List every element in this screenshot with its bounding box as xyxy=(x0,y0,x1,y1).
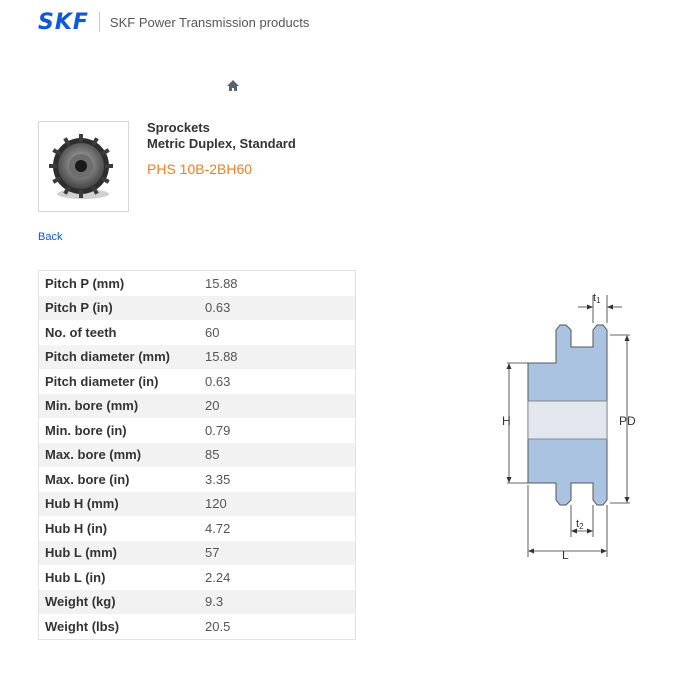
skf-logo[interactable]: SKF xyxy=(38,9,89,35)
spec-value: 85 xyxy=(199,443,356,468)
spec-value: 20 xyxy=(199,394,356,419)
spec-label: Pitch P (mm) xyxy=(45,275,125,291)
bore-band xyxy=(528,401,607,439)
spec-label: Hub H (mm) xyxy=(39,492,200,517)
header-title: SKF Power Transmission products xyxy=(109,14,310,30)
label-t2: t2 xyxy=(576,518,584,531)
spec-value: 0.63 xyxy=(199,296,356,321)
table-row xyxy=(39,394,356,419)
spec-label: Max. bore (in) xyxy=(45,471,130,487)
table-row xyxy=(39,614,356,639)
table-row xyxy=(39,296,356,321)
product-thumbnail xyxy=(38,121,129,212)
spec-label: Pitch diameter (mm) xyxy=(39,345,200,370)
table-row xyxy=(39,516,356,541)
back-link[interactable]: Back xyxy=(38,231,63,243)
spec-label: Pitch diameter (in) xyxy=(45,373,159,389)
spec-label: Hub L (mm) xyxy=(39,541,200,566)
spec-value: 9.3 xyxy=(199,590,356,615)
spec-label: Hub L (in) xyxy=(45,569,106,585)
spec-label: Weight (kg) xyxy=(39,590,200,615)
sprocket-dimension-diagram xyxy=(490,285,650,565)
table-row xyxy=(39,492,356,517)
spec-label: Weight (lbs) xyxy=(45,618,120,634)
product-heading xyxy=(147,120,296,177)
table-row xyxy=(39,590,356,615)
label-L: L xyxy=(562,548,569,562)
table-row xyxy=(39,418,356,443)
spec-value: 60 xyxy=(205,324,220,340)
spec-label: Max. bore (mm) xyxy=(39,443,200,468)
spec-value: 0.63 xyxy=(205,373,231,389)
table-row xyxy=(39,565,356,590)
product-subcategory: Metric Duplex, Standard xyxy=(147,136,296,151)
specs-table xyxy=(38,270,356,640)
spec-value: 2.24 xyxy=(205,569,231,585)
label-t1: t1 xyxy=(593,292,601,305)
table-row xyxy=(39,467,356,492)
spec-value: 20.5 xyxy=(205,618,231,634)
table-row xyxy=(39,369,356,394)
spec-label: Hub H (in) xyxy=(45,520,108,536)
header-divider xyxy=(99,12,100,32)
spec-value: 3.35 xyxy=(205,471,231,487)
spec-value: 15.88 xyxy=(199,345,356,370)
header xyxy=(38,10,309,34)
table-row xyxy=(39,541,356,566)
table-row xyxy=(39,345,356,370)
table-row xyxy=(39,320,356,345)
spec-label: Pitch P (in) xyxy=(39,296,200,321)
spec-value: 4.72 xyxy=(205,520,231,536)
sprocket-image xyxy=(39,122,128,211)
product-code: PHS 10B-2BH60 xyxy=(147,161,253,177)
spec-value: 57 xyxy=(199,541,356,566)
label-H: H xyxy=(502,414,511,428)
product-category: Sprockets xyxy=(147,120,210,135)
home-icon[interactable] xyxy=(226,79,240,93)
label-PD: PD xyxy=(619,414,636,428)
table-row xyxy=(39,443,356,468)
spec-value: 120 xyxy=(199,492,356,517)
spec-value: 15.88 xyxy=(205,275,238,291)
spec-label: Min. bore (mm) xyxy=(39,394,200,419)
spec-value: 0.79 xyxy=(205,422,231,438)
table-row xyxy=(39,271,356,296)
spec-label: No. of teeth xyxy=(45,324,117,340)
spec-label: Min. bore (in) xyxy=(45,422,127,438)
